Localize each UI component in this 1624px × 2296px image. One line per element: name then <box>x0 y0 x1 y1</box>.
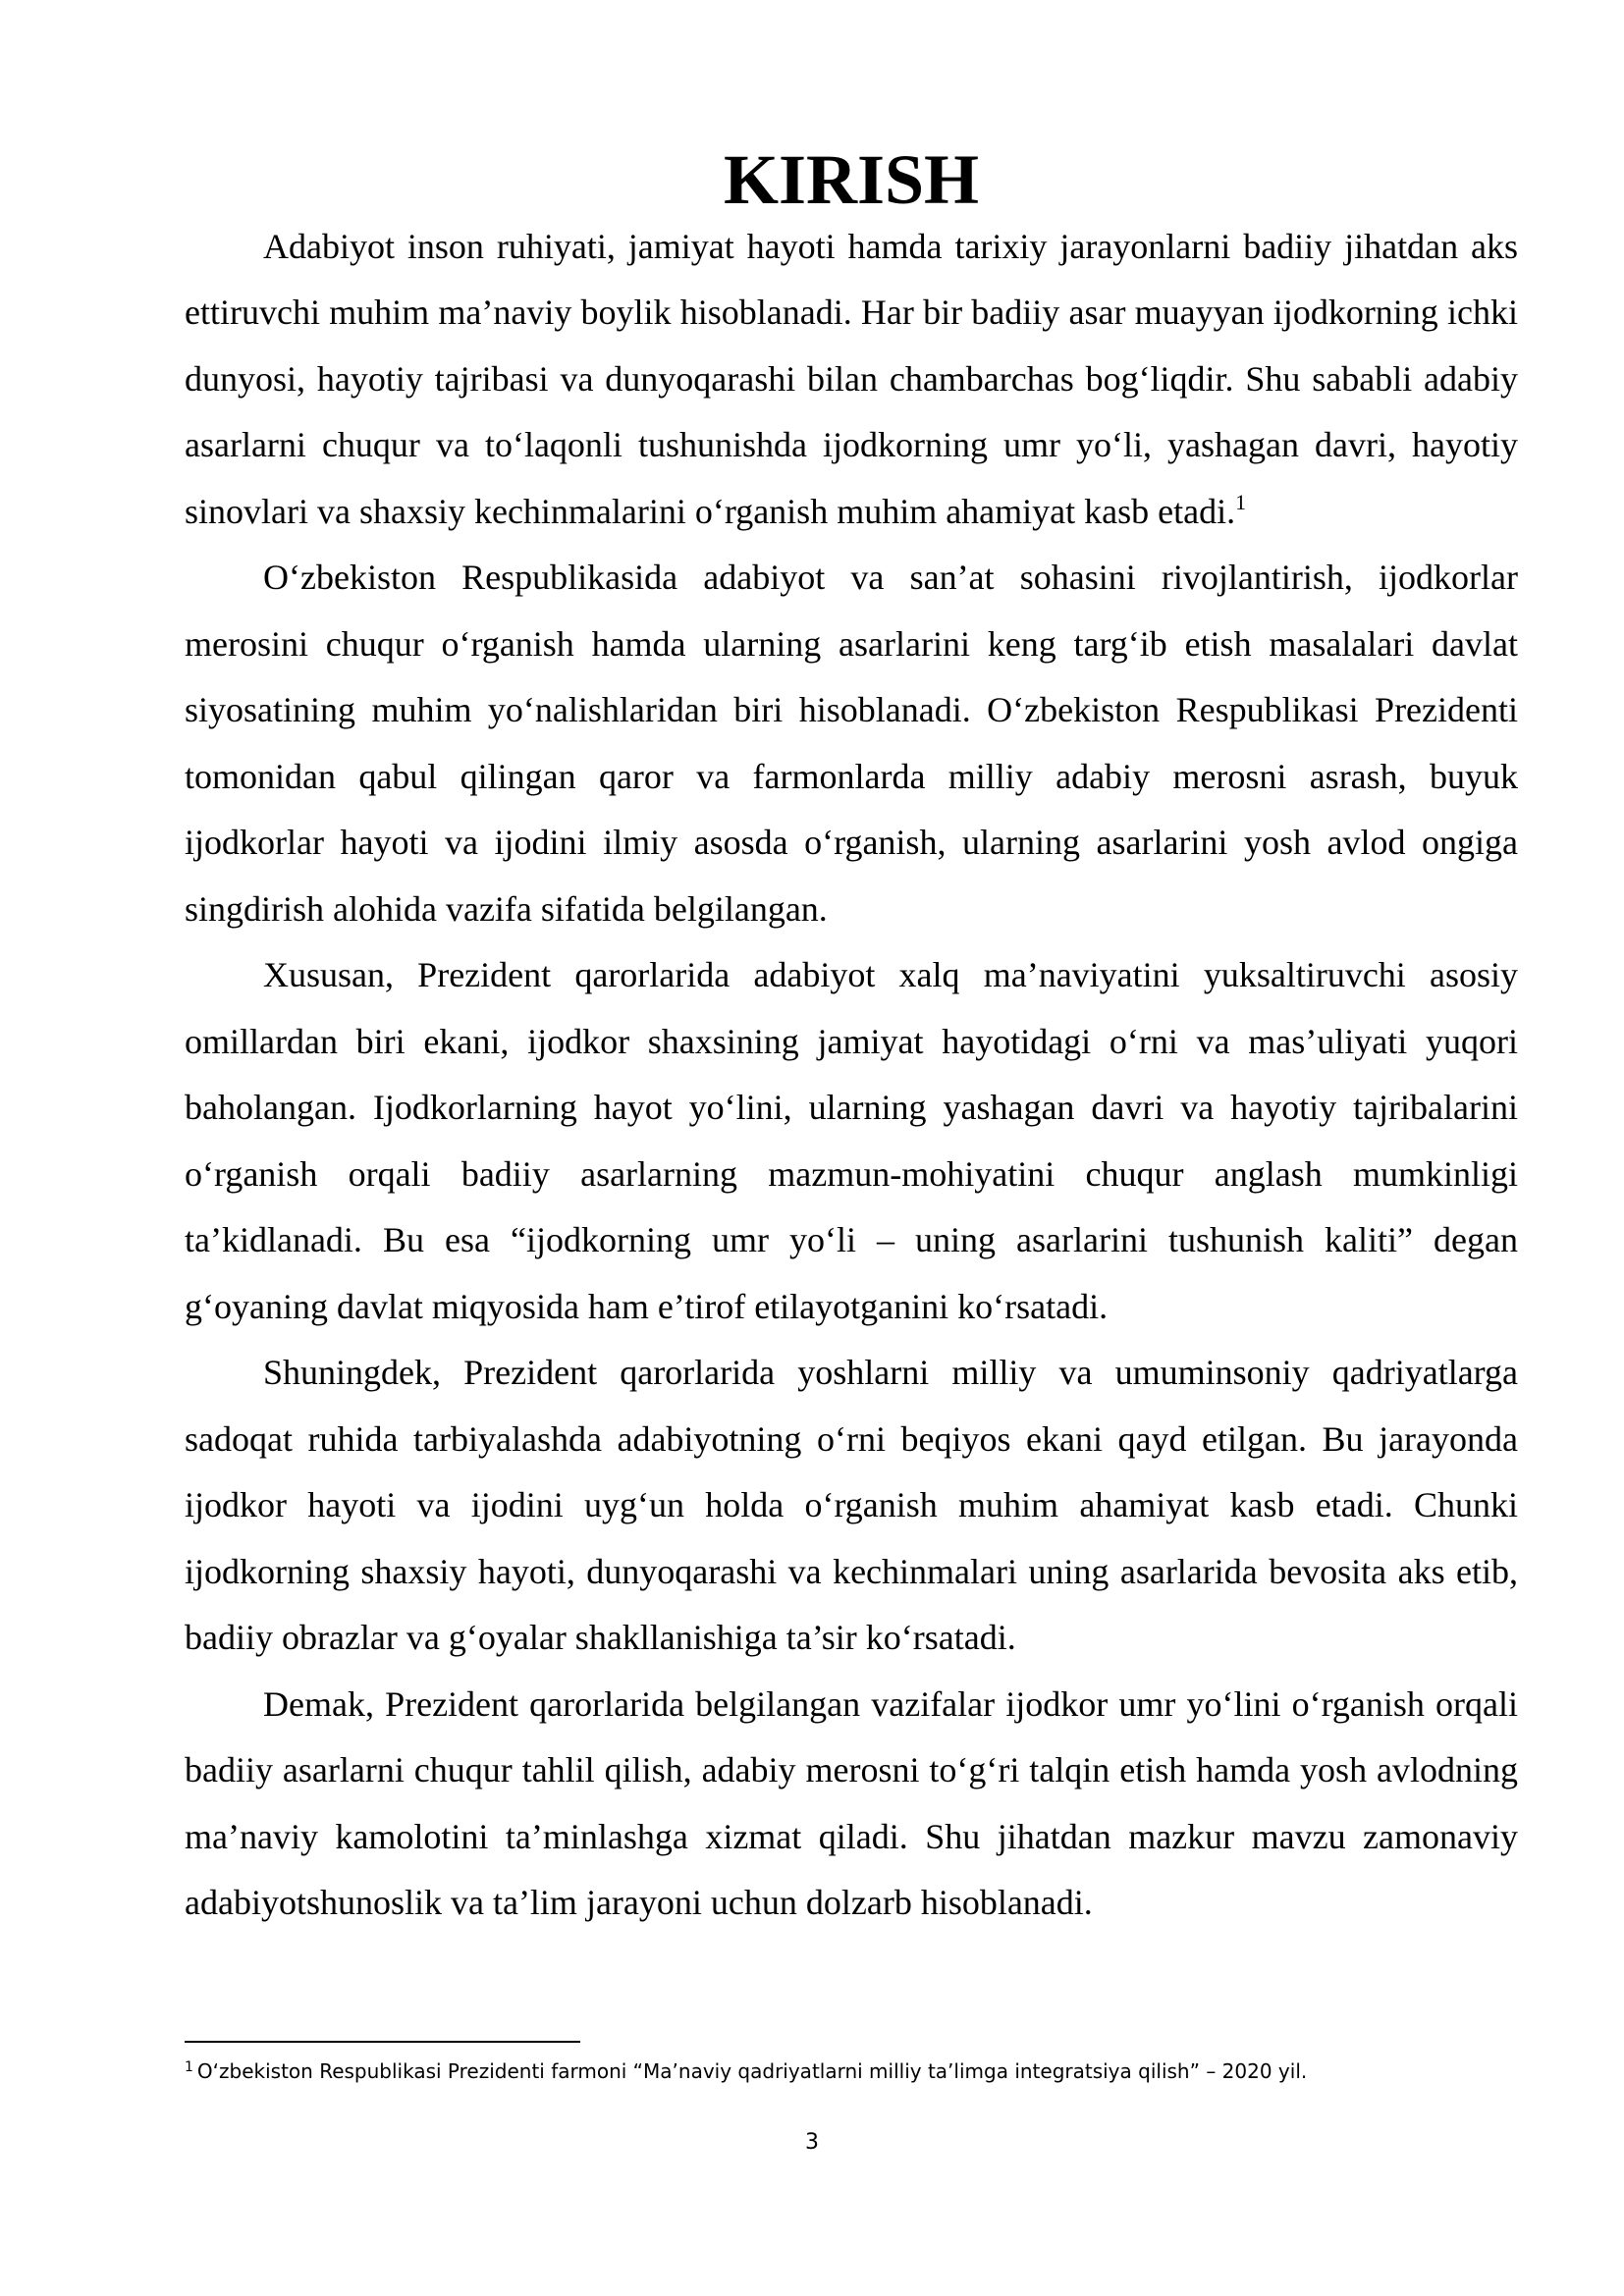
footnote-separator <box>185 2041 580 2043</box>
paragraph-5: Demak, Prezident qarorlarida belgilangan vazifalar ijodkor umr yo‘lini o‘rganish orqali badiiy asarlarni chuqur tahlil qilish, adabiy merosni to‘g‘ri talqin etish hamda yosh avlodning ma’naviy kamolotini ta’minlashga xizmat qiladi. Shu jihatdan mazkur mavzu zamonaviy adabiyotshunoslik va ta’lim jarayoni uchun dolzarb hisoblanadi. <box>185 1683 1518 1922</box>
paragraph-1-text: Adabiyot inson ruhiyati, jamiyat hayoti hamda tarixiy jarayonlarni badiiy jihatdan aks ettiruvchi muhim ma’naviy boylik hisoblanadi. Har bir badiiy asar muayyan ijodkorning ichki dunyosi, hayotiy tajribasi va dunyoqarashi bilan chambarchas bog‘liqdir. Shu sababli adabiy asarlarni chuqur va to‘laqonli tushunishda ijodkorning umr yo‘li, yashagan davri, hayotiy sinovlari va shaxsiy kechinmalarini o‘rganish muhim ahamiyat kasb etadi. <box>185 226 1518 531</box>
footnote-reference[interactable]: 1 <box>1235 489 1247 514</box>
footnote-marker: 1 <box>185 2059 193 2075</box>
page-number: 3 <box>805 2130 819 2155</box>
paragraph-4: Shuningdek, Prezident qarorlarida yoshlarni milliy va umuminsoniy qadriyatlarga sadoqat ruhida tarbiyalashda adabiyotning o‘rni beqiyos ekani qayd etilgan. Bu jarayonda ijodkor hayoti va ijodini uyg‘un holda o‘rganish muhim ahamiyat kasb etadi. Chunki ijodkorning shaxsiy hayoti, dunyoqarashi va kechinmalari uning asarlarida bevosita aks etib, badiiy obrazlar va g‘oyalar shakllanishiga ta’sir ko‘rsatadi. <box>185 1353 1518 1657</box>
paragraph-2: O‘zbekiston Respublikasida adabiyot va san’at sohasini rivojlantirish, ijodkorlar merosini chuqur o‘rganish hamda ularning asarlarini keng targ‘ib etish masalalari davlat siyosatining muhim yo‘nalishlaridan biri hisoblanadi. O‘zbekiston Respublikasi Prezidenti tomonidan qabul qilingan qaror va farmonlarda milliy adabiy merosni asrash, buyuk ijodkorlar hayoti va ijodini ilmiy asosda o‘rganish, ularning asarlarini yosh avlod ongiga singdirish alohida vazifa sifatida belgilangan. <box>185 558 1518 929</box>
paragraph-1 <box>185 214 1518 546</box>
paragraph-3: Xususan, Prezident qarorlarida adabiyot xalq ma’naviyatini yuksaltiruvchi asosiy omillardan biri ekani, ijodkor shaxsining jamiyat hayotidagi o‘rni va mas’uliyati yuqori baholangan. Ijodkorlarning hayot yo‘lini, ularning yashagan davri va hayotiy tajribalarini o‘rganish orqali badiiy asarlarning mazmun-mohiyatini chuqur anglash mumkinligi ta’kidlanadi. Bu esa “ijodkorning umr yo‘li – uning asarlarini tushunish kaliti” degan g‘oyaning davlat miqyosida ham e’tirof etilayotganini ko‘rsatadi. <box>185 955 1518 1326</box>
page-title: KIRISH <box>723 140 980 219</box>
footnote-text: O‘zbekiston Respublikasi Prezidenti farmoni “Ma’naviy qadriyatlarni milliy ta’limga integratsiya qilish” – 2020 yil. <box>196 2059 1308 2083</box>
page-body <box>185 140 1518 1937</box>
footnote <box>185 2056 1518 2086</box>
